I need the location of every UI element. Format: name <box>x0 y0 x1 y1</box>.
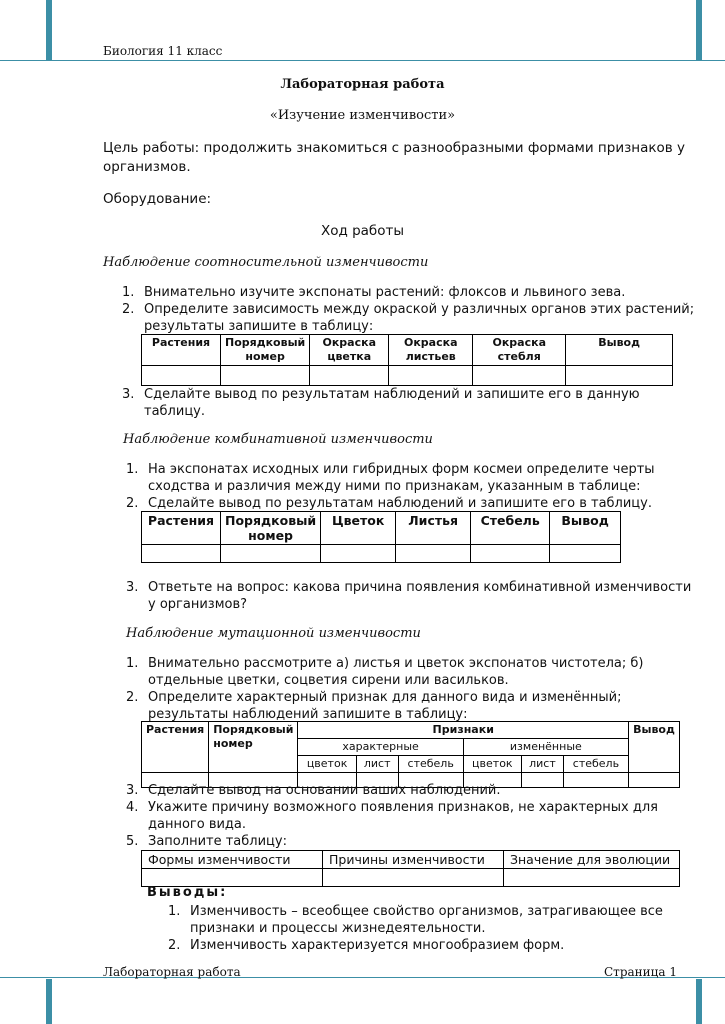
table-header-cell: цветок <box>298 756 356 773</box>
page-subtitle: «Изучение изменчивости» <box>269 108 456 123</box>
table-cell[interactable] <box>142 869 323 887</box>
table-header-cell: Причины изменчивости <box>323 851 504 869</box>
table-header-cell: Цветок <box>321 512 396 545</box>
table-cell[interactable] <box>142 545 221 563</box>
table-header-cell: изменённые <box>463 739 628 756</box>
goal-text: Цель работы: продолжить знакомиться с разнообразными формами признаков у организмов. <box>103 140 686 175</box>
section3-heading: Наблюдение мутационной изменчивости <box>126 626 421 641</box>
section2-list <box>126 461 655 512</box>
section1-list <box>122 284 694 335</box>
list-item: 5. Заполните таблицу: <box>126 834 287 849</box>
table-header-cell: Листья <box>396 512 471 545</box>
list-item: 2. Изменчивость характеризуется многообразием форм. <box>168 938 565 953</box>
list-item: 3. Ответьте на вопрос: какова причина появления комбинативной изменчивости у организмов? <box>126 580 692 612</box>
table-row <box>142 366 673 386</box>
table-cell[interactable] <box>310 366 389 386</box>
table-cell[interactable] <box>221 366 310 386</box>
table-cell[interactable] <box>321 545 396 563</box>
conclusions-list <box>168 903 663 954</box>
table-variability-forms <box>141 850 680 887</box>
table-correlative <box>141 334 673 386</box>
section2-heading: Наблюдение комбинативной изменчивости <box>123 432 433 447</box>
section1-heading: Наблюдение соотносительной изменчивости <box>103 255 429 270</box>
table-header-row <box>142 512 621 545</box>
table-cell[interactable] <box>566 366 673 386</box>
table-cell[interactable] <box>473 366 566 386</box>
table-header-cell: характерные <box>298 739 463 756</box>
table-cell[interactable] <box>550 545 621 563</box>
table-header-cell: Окраска стебля <box>473 335 566 366</box>
table-header-cell: стебель <box>563 756 628 773</box>
list-item: 3. Сделайте вывод по результатам наблюдений и запишите его в данную таблицу. <box>122 387 640 419</box>
list-item: 1. Изменчивость – всеобщее свойство организмов, затрагивающее все признаки и процессы жизнедеятельности. <box>168 904 663 936</box>
table-header-cell: Вывод <box>629 722 680 773</box>
table-header-cell: Значение для эволюции <box>504 851 680 869</box>
table-row <box>142 869 680 887</box>
conclusions-title: Выводы: <box>147 885 228 900</box>
section2-list-cont <box>126 579 691 613</box>
table-header-cell: Растения <box>142 335 221 366</box>
table-row <box>142 545 621 563</box>
table-header-cell: Формы изменчивости <box>142 851 323 869</box>
table-cell[interactable] <box>323 869 504 887</box>
decorative-bar-top-right <box>696 0 702 60</box>
table-header-row <box>142 851 680 869</box>
table-header-cell: Порядковый номер <box>209 722 298 773</box>
table-header-cell: Порядковый номер <box>221 335 310 366</box>
header-rule <box>0 60 725 61</box>
table-header-cell: Вывод <box>550 512 621 545</box>
table-cell[interactable] <box>389 366 473 386</box>
table-header-row <box>142 722 680 739</box>
table-header-cell: Растения <box>142 512 221 545</box>
table-mutational <box>141 721 680 788</box>
table-cell[interactable] <box>142 366 221 386</box>
header-subject: Биология 11 класс <box>103 44 223 58</box>
page-title: Лабораторная работа <box>280 77 445 92</box>
table-header-cell: цветок <box>463 756 521 773</box>
section3-list-cont <box>126 782 658 850</box>
procedure-heading: Ход работы <box>320 223 405 239</box>
section1-list-cont <box>122 386 640 420</box>
table-header-cell: Вывод <box>566 335 673 366</box>
table-header-cell: Окраска листьев <box>389 335 473 366</box>
list-item: 2. Сделайте вывод по результатам наблюдений и запишите его в таблицу. <box>126 496 652 511</box>
table-combinative <box>141 511 621 563</box>
footer-page-number: Страница 1 <box>604 965 677 979</box>
list-item: 2. Определите характерный признак для данного вида и изменённый; результаты наблюдений запишите в таблицу: <box>126 690 622 722</box>
table-header-cell: Стебель <box>471 512 550 545</box>
table-header-cell: стебель <box>398 756 463 773</box>
table-header-cell: Порядковый номер <box>221 512 321 545</box>
table-header-cell: лист <box>356 756 398 773</box>
table-header-cell: лист <box>521 756 563 773</box>
list-item: 4. Укажите причину возможного появления признаков, не характерных для данного вида. <box>126 800 658 832</box>
table-header-cell: Растения <box>142 722 209 773</box>
table-header-row <box>142 335 673 366</box>
decorative-bar-top-left <box>46 0 52 60</box>
table-header-cell: Окраска цветка <box>310 335 389 366</box>
table-header-cell: Признаки <box>298 722 629 739</box>
decorative-bar-bottom-right <box>696 979 702 1024</box>
list-item: 3. Сделайте вывод на основании ваших наблюдений. <box>126 783 501 798</box>
list-item: 1. Внимательно изучите экспонаты растений: флоксов и львиного зева. <box>122 285 626 300</box>
list-item: 1. Внимательно рассмотрите а) листья и цветок экспонатов чистотела; б) отдельные цветки, соцветия сирени или васильков. <box>126 656 644 688</box>
equipment-label: Оборудование: <box>103 191 212 207</box>
table-cell[interactable] <box>504 869 680 887</box>
table-cell[interactable] <box>471 545 550 563</box>
table-cell[interactable] <box>396 545 471 563</box>
decorative-bar-bottom-left <box>46 979 52 1024</box>
section3-list <box>126 655 644 723</box>
list-item: 1. На экспонатах исходных или гибридных форм космеи определите черты сходства и различия между ними по признакам, указанным в таблице: <box>126 462 655 494</box>
footer-doc-name: Лабораторная работа <box>103 965 241 979</box>
list-item: 2. Определите зависимость между окраской у различных органов этих растений; результаты запишите в таблицу: <box>122 302 695 334</box>
table-cell[interactable] <box>221 545 321 563</box>
